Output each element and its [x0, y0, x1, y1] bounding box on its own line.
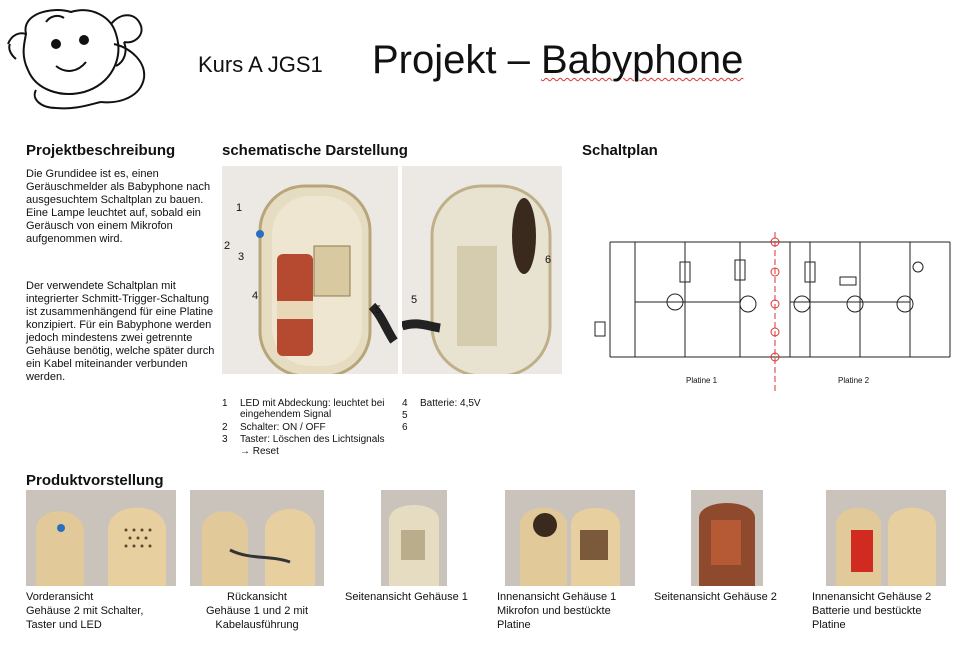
product-caption-inside-1	[497, 590, 647, 632]
product-caption-inside-2	[812, 590, 962, 632]
legend-text-4: Batterie: 4,5V	[420, 398, 481, 409]
caption-line: Rückansicht	[227, 591, 287, 603]
title-prefix: Projekt –	[372, 38, 541, 82]
description-heading: Projektbeschreibung	[26, 142, 176, 159]
product-caption-side-1	[345, 590, 495, 604]
circuit-label-platine-2: Platine 2	[838, 376, 870, 385]
product-photo-side-1	[381, 490, 447, 586]
legend-num-2: 2	[222, 422, 228, 433]
products-heading: Produktvorstellung	[26, 472, 164, 489]
page-title	[372, 38, 743, 83]
baby-logo	[6, 4, 156, 114]
legend-text-1: LED mit Abdeckung: leuchtet bei eingehendem Signal	[240, 398, 385, 420]
caption-line: Seitenansicht Gehäuse 2	[654, 591, 777, 603]
schematic-photo-side	[402, 166, 562, 374]
product-caption-side-2	[654, 590, 804, 604]
product-photo-inside-1	[505, 490, 635, 586]
schematic-label-5b: 5	[411, 294, 418, 306]
legend-num-3: 3	[222, 434, 228, 445]
caption-line: Mikrofon und bestückte	[497, 605, 611, 617]
product-caption-front	[26, 590, 186, 632]
caption-line: Platine	[812, 619, 846, 631]
legend-num-4: 4	[402, 398, 408, 409]
caption-line: Taster und LED	[26, 619, 102, 631]
description-paragraph-2: Der verwendete Schaltplan mit integrierter Schmitt-Trigger-Schaltung ist zusammenhängend für eine Platine konzipiert. Für ein Babyphone werden jedoch mindestens zwei getrennte Gehäuse benötig, welche später durch ein Kabel miteinander verbunden werden.	[26, 280, 215, 383]
circuit-label-platine-1: Platine 1	[686, 376, 718, 385]
title-main: Babyphone	[540, 38, 744, 82]
legend-num-1: 1	[222, 398, 228, 409]
circuit-diagram	[590, 232, 970, 392]
legend-text-3: Taster: Löschen des Lichtsignals	[240, 434, 385, 445]
caption-line: Batterie und bestückte	[812, 605, 922, 617]
product-caption-back	[190, 590, 324, 632]
caption-line: Innenansicht Gehäuse 1	[497, 591, 617, 603]
caption-line: Platine	[497, 619, 531, 631]
schematic-label-2: 2	[224, 240, 231, 252]
product-photo-side-2	[691, 490, 763, 586]
schematic-label-5a: 5	[375, 304, 382, 316]
caption-line: Gehäuse 1 und 2 mit	[205, 605, 309, 617]
caption-line: Kabelausführung	[215, 619, 299, 631]
legend-num-5: 5	[402, 410, 408, 421]
caption-line: Seitenansicht Gehäuse 1	[345, 591, 468, 603]
product-photo-front	[26, 490, 176, 586]
caption-line: Innenansicht Gehäuse 2	[812, 591, 932, 603]
schematic-label-1: 1	[236, 202, 243, 214]
circuit-heading: Schaltplan	[582, 142, 658, 159]
schematic-label-3: 3	[238, 251, 245, 263]
product-photo-inside-2	[826, 490, 946, 586]
course-label: Kurs A JGS1	[198, 52, 323, 77]
legend-num-6: 6	[402, 422, 408, 433]
schematic-label-6: 6	[545, 254, 552, 266]
schematic-photo-front	[222, 166, 398, 374]
legend-text-2: Schalter: ON / OFF	[240, 422, 326, 433]
caption-line: Vorderansicht	[26, 591, 94, 603]
legend-text-reset: → Reset	[240, 446, 279, 457]
caption-line: Gehäuse 2 mit Schalter,	[26, 605, 144, 617]
product-photo-back	[190, 490, 324, 586]
schematic-heading: schematische Darstellung	[222, 142, 408, 159]
description-paragraph-1: Die Grundidee ist es, einen Geräuschmelder als Babyphone nach ausgesuchtem Schaltplan zu bauen. Eine Lampe leuchtet auf, sobald ein Geräusch von einem Mikrofon aufgenommen wird.	[26, 168, 211, 245]
schematic-label-4: 4	[252, 290, 259, 302]
